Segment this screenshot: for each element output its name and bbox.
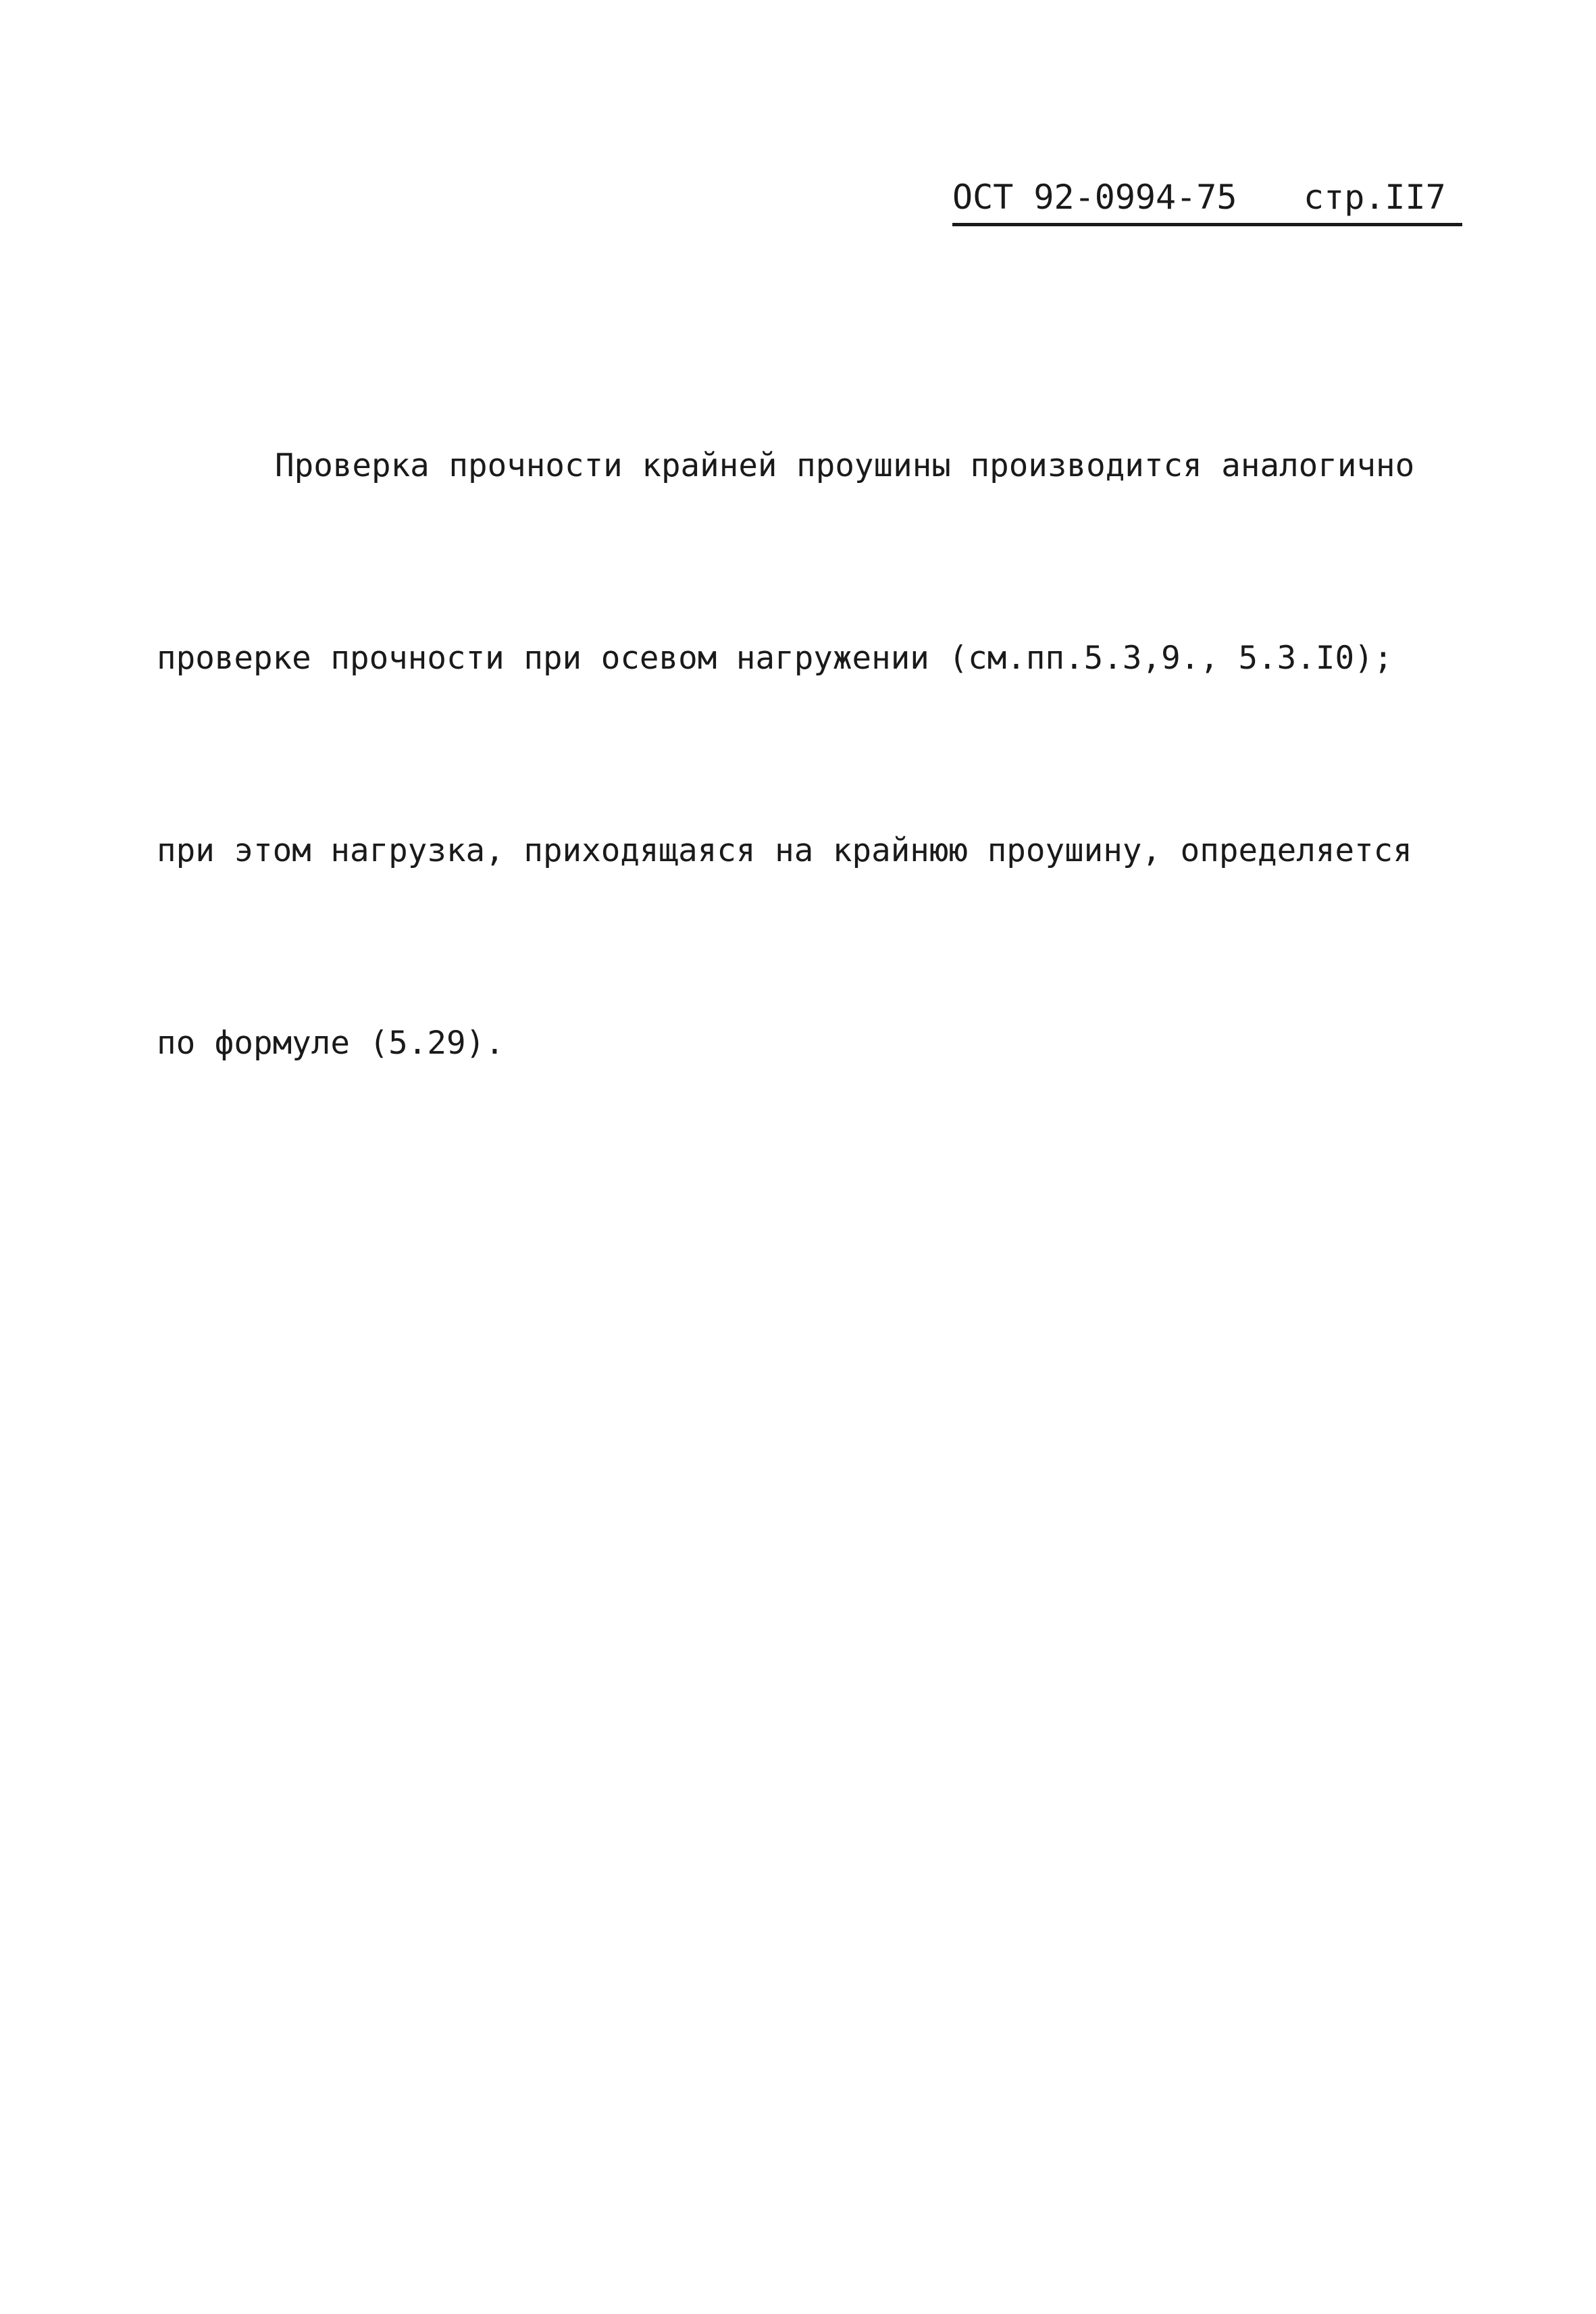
paragraph-line-3: при этом нагрузка, приходящаяся на крайнюю проушину, определяется — [157, 832, 1412, 869]
standard-number: ОСТ 92-0994-75 — [952, 178, 1237, 217]
paragraph-line-4: по формуле (5.29). — [157, 1025, 505, 1062]
paragraph-line-1: Проверка прочности крайней проушины производится аналогично — [275, 447, 1415, 484]
paragraph-line-2: проверке прочности при осевом нагружении (см.пп.5.3,9., 5.3.I0); — [157, 640, 1393, 677]
body-paragraph — [157, 305, 1440, 1204]
page-number: стр.II7 — [1304, 178, 1446, 217]
header-underline — [952, 223, 1462, 226]
page-header — [952, 177, 1466, 231]
